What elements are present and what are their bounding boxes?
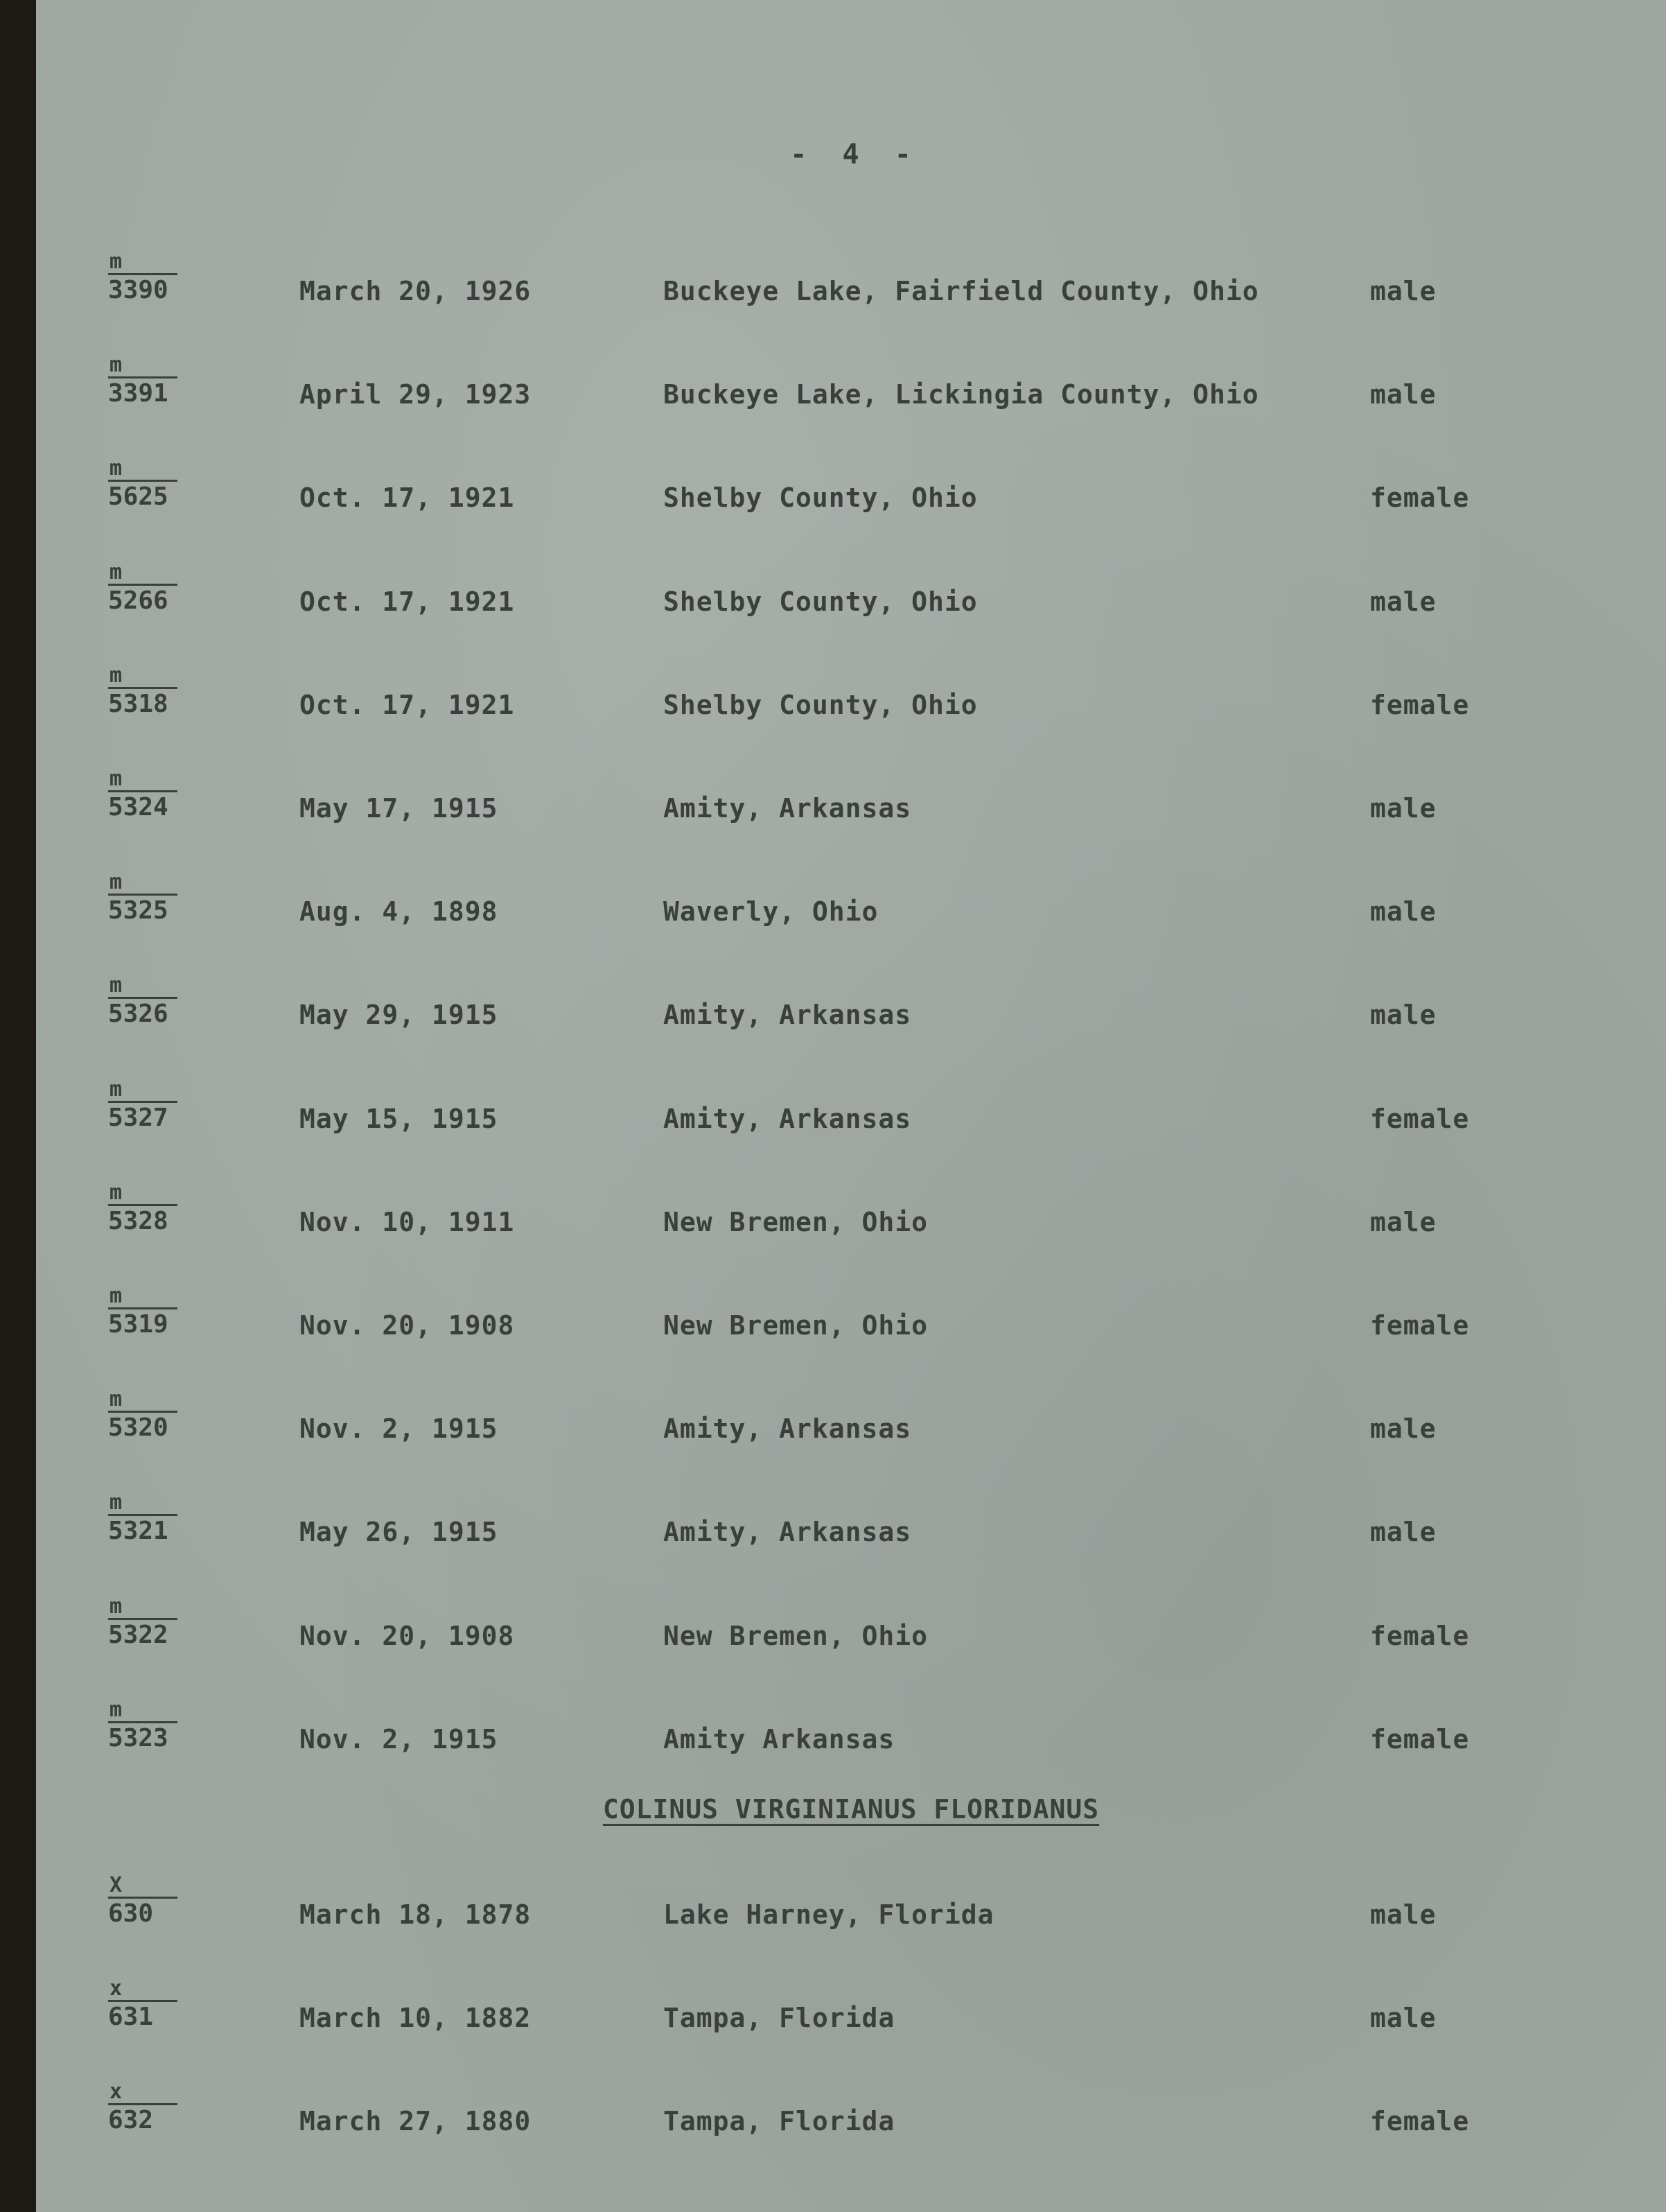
specimen-sex: female [1370,1310,1470,1341]
collection-date: May 15, 1915 [299,1103,498,1134]
catalog-value: 5326 [108,997,177,1028]
catalog-prefix: m [109,559,123,584]
specimen-sex: female [1370,1723,1470,1754]
catalog-number [108,1388,184,1442]
catalog-value: 5328 [108,1204,177,1235]
specimen-sex: female [1370,689,1470,720]
catalog-value: 3391 [108,376,177,408]
specimen-sex: female [1370,1103,1470,1134]
catalog-prefix: m [109,1697,123,1722]
collection-locality: Amity, Arkansas [663,1413,912,1445]
collection-date: Nov. 2, 1915 [299,1413,498,1445]
catalog-prefix: m [109,353,123,378]
collection-locality: New Bremen, Ohio [663,1310,929,1341]
collection-locality: Amity Arkansas [663,1723,895,1754]
catalog-number [108,1874,184,1928]
collection-date: March 27, 1880 [299,2106,532,2136]
collection-date: May 17, 1915 [299,793,498,824]
catalog-value: 5323 [108,1721,177,1752]
collection-locality: Buckeye Lake, Fairfield County, Ohio [663,276,1259,306]
catalog-value: 630 [108,1897,177,1928]
collection-locality: Tampa, Florida [663,2003,895,2033]
catalog-number [108,2081,184,2134]
page-number: - 4 - [790,139,912,171]
catalog-number [108,665,184,718]
catalog-value: 5324 [108,790,177,821]
catalog-number [108,1699,184,1752]
collection-locality: New Bremen, Ohio [663,1620,929,1651]
specimen-sex: male [1370,793,1437,824]
catalog-prefix: m [109,1594,123,1619]
collection-locality: Shelby County, Ohio [663,482,978,514]
catalog-value: 5325 [108,894,177,925]
catalog-number [108,1978,184,2031]
catalog-value: 631 [108,2000,177,2031]
catalog-prefix: m [109,870,123,895]
specimen-sex: male [1370,276,1437,306]
collection-locality: Amity, Arkansas [663,1000,912,1031]
catalog-number [108,768,184,821]
collection-date: Oct. 17, 1921 [299,586,515,617]
specimen-sex: male [1370,586,1437,617]
collection-date: Oct. 17, 1921 [299,482,515,514]
catalog-prefix: m [109,1490,123,1515]
collection-date: Aug. 4, 1898 [299,896,498,928]
catalog-prefix: m [109,973,123,998]
catalog-prefix: m [109,456,123,481]
catalog-value: 5322 [108,1618,177,1649]
specimen-sex: male [1370,1000,1437,1031]
collection-date: Nov. 20, 1908 [299,1620,515,1651]
catalog-prefix: m [109,663,123,688]
collection-date: April 29, 1923 [299,379,532,410]
catalog-prefix: X [109,1873,123,1897]
document-page [36,0,1666,2212]
catalog-number [108,354,184,408]
catalog-value: 5320 [108,1411,177,1442]
collection-date: May 26, 1915 [299,1517,498,1548]
collection-date: Nov. 10, 1911 [299,1206,515,1237]
catalog-number [108,1596,184,1649]
catalog-number [108,561,184,615]
specimen-sex: male [1370,1413,1437,1445]
catalog-number [108,1492,184,1545]
collection-locality: New Bremen, Ohio [663,1206,929,1237]
collection-locality: Shelby County, Ohio [663,586,978,617]
catalog-prefix: m [109,767,123,791]
collection-locality: Shelby County, Ohio [663,689,978,720]
specimen-sex: female [1370,1620,1470,1651]
catalog-prefix: m [109,250,123,274]
catalog-value: 5319 [108,1307,177,1339]
catalog-value: 5625 [108,480,177,511]
collection-date: March 20, 1926 [299,276,532,306]
collection-date: Nov. 2, 1915 [299,1723,498,1754]
collection-locality: Waverly, Ohio [663,896,879,928]
section-heading: COLINUS VIRGINIANUS FLORIDANUS [602,1794,1100,1825]
catalog-number [108,1079,184,1132]
collection-date: May 29, 1915 [299,1000,498,1031]
specimen-sex: female [1370,2106,1470,2136]
specimen-sex: male [1370,1517,1437,1548]
catalog-number [108,458,184,511]
catalog-prefix: x [109,1976,123,2001]
catalog-prefix: m [109,1180,123,1205]
catalog-value: 5327 [108,1101,177,1132]
catalog-value: 5318 [108,687,177,718]
specimen-sex: male [1370,1206,1437,1237]
catalog-prefix: m [109,1284,123,1308]
collection-date: Nov. 20, 1908 [299,1310,515,1341]
collection-locality: Amity, Arkansas [663,1103,912,1134]
catalog-prefix: x [109,2080,123,2104]
catalog-number [108,871,184,925]
collection-locality: Amity, Arkansas [663,793,912,824]
collection-locality: Amity, Arkansas [663,1517,912,1548]
collection-locality: Tampa, Florida [663,2106,895,2136]
catalog-value: 632 [108,2103,177,2134]
catalog-value: 5321 [108,1514,177,1545]
collection-locality: Buckeye Lake, Lickingia County, Ohio [663,379,1259,410]
collection-locality: Lake Harney, Florida [663,1899,994,1930]
catalog-prefix: m [109,1387,123,1412]
catalog-number [108,975,184,1028]
catalog-value: 3390 [108,273,177,304]
specimen-sex: male [1370,1899,1437,1930]
catalog-number [108,1182,184,1235]
catalog-number [108,1285,184,1339]
specimen-sex: male [1370,379,1437,410]
collection-date: Oct. 17, 1921 [299,689,515,720]
collection-date: March 10, 1882 [299,2003,532,2033]
specimen-sex: female [1370,482,1470,514]
catalog-prefix: m [109,1077,123,1101]
collection-date: March 18, 1878 [299,1899,532,1930]
specimen-sex: male [1370,896,1437,928]
specimen-sex: male [1370,2003,1437,2033]
catalog-number [108,251,184,304]
catalog-value: 5266 [108,584,177,615]
